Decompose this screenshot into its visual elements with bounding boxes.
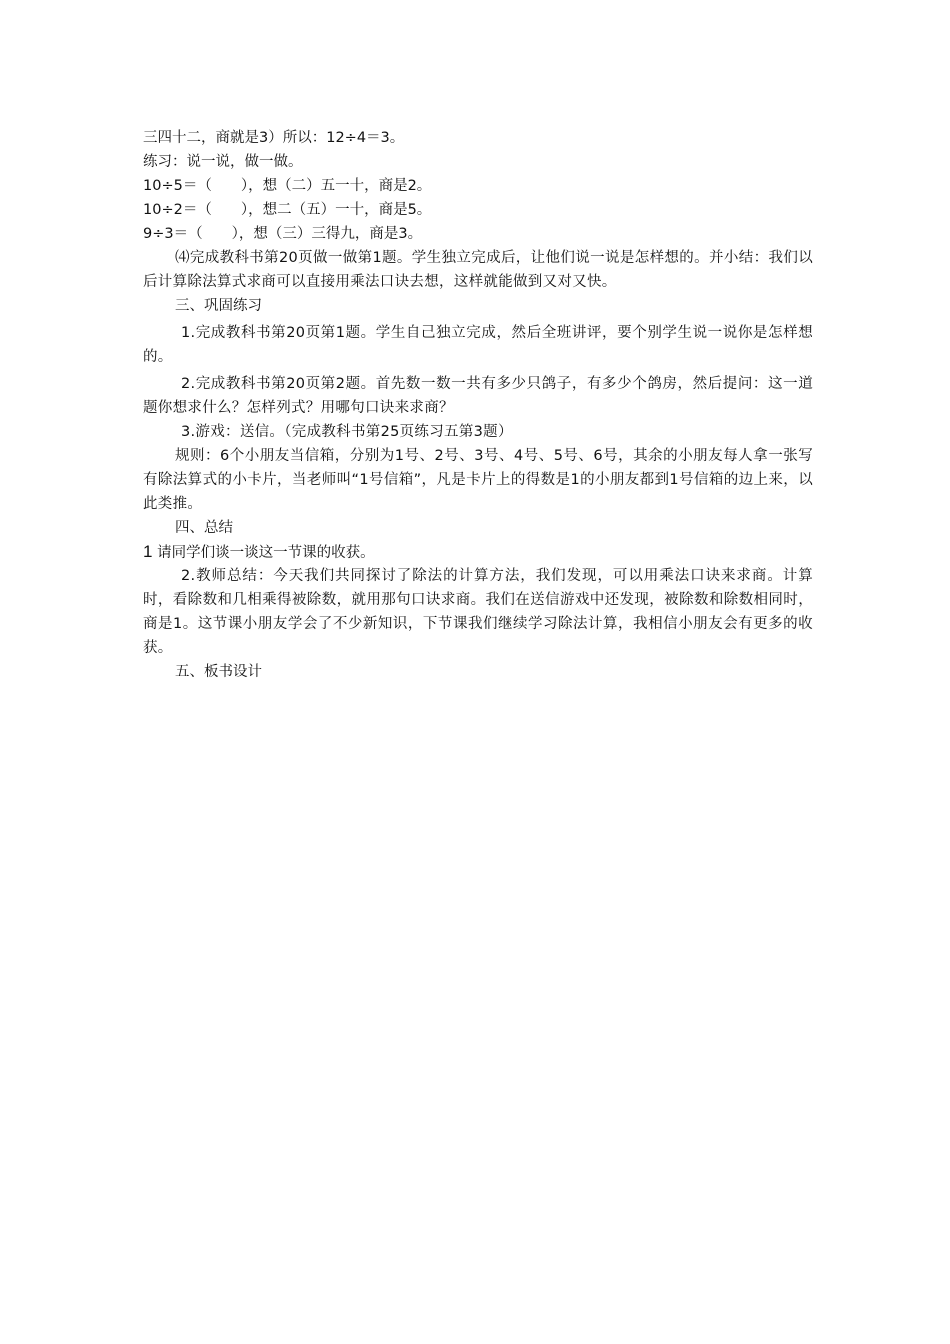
summary-paragraph-2: 2.教师总结：今天我们共同探讨了除法的计算方法，我们发现，可以用乘法口诀来求商。计算时，看除数和几相乘得被除数，就用那句口诀求商。我们在送信游戏中还发现，被除数和除数相同时，商是1。这节课小朋友学会了不少新知识，下节课我们继续学习除法计算，我相信小朋友会有更多的收获。	[143, 568, 813, 656]
document-body	[143, 126, 813, 684]
summary-item-number: 1	[143, 542, 153, 561]
exercise-line: 10÷2＝（ ），想二（五）一十，商是5。	[143, 202, 432, 218]
section-heading-board: 五、板书设计	[175, 664, 262, 680]
rules-paragraph: 规则：6个小朋友当信箱，分别为1号、2号、3号、4号、5号、6号，其余的小朋友每人拿一张写有除法算式的小卡片，当老师叫“1号信箱”，凡是卡片上的得数是1的小朋友都到1号信箱的边上来，以此类推。	[143, 448, 813, 512]
practice-paragraph-2: 2.完成教科书第20页第2题。首先数一数一共有多少只鸽子，有多少个鸽房，然后提问：这一道题你想求什么？怎样列式？用哪句口诀来求商？	[143, 376, 813, 416]
practice-heading-line: 练习：说一说，做一做。	[143, 154, 303, 170]
practice-paragraph-3: 3.游戏：送信。（完成教科书第25页练习五第3题）	[181, 424, 513, 440]
summary-item-1	[143, 540, 813, 564]
step4-paragraph: ⑷完成教科书第20页做一做第1题。学生独立完成后，让他们说一说是怎样想的。并小结：我们以后计算除法算式求商可以直接用乘法口诀去想，这样就能做到又对又快。	[143, 250, 813, 290]
summary-item-text: 请同学们谈一谈这一节课的收获。	[152, 545, 375, 561]
section-heading-practice: 三、巩固练习	[175, 298, 262, 314]
text-line: 三四十二，商就是3）所以：12÷4＝3。	[143, 130, 405, 146]
practice-paragraph-1: 1.完成教科书第20页第1题。学生自己独立完成，然后全班讲评，要个别学生说一说你是怎样想的。	[143, 325, 813, 365]
section-heading-summary: 四、总结	[175, 520, 233, 536]
exercise-line: 10÷5＝（ ），想（二）五一十，商是2。	[143, 178, 432, 194]
exercise-line: 9÷3＝（ ），想（三）三得九，商是3。	[143, 226, 423, 242]
